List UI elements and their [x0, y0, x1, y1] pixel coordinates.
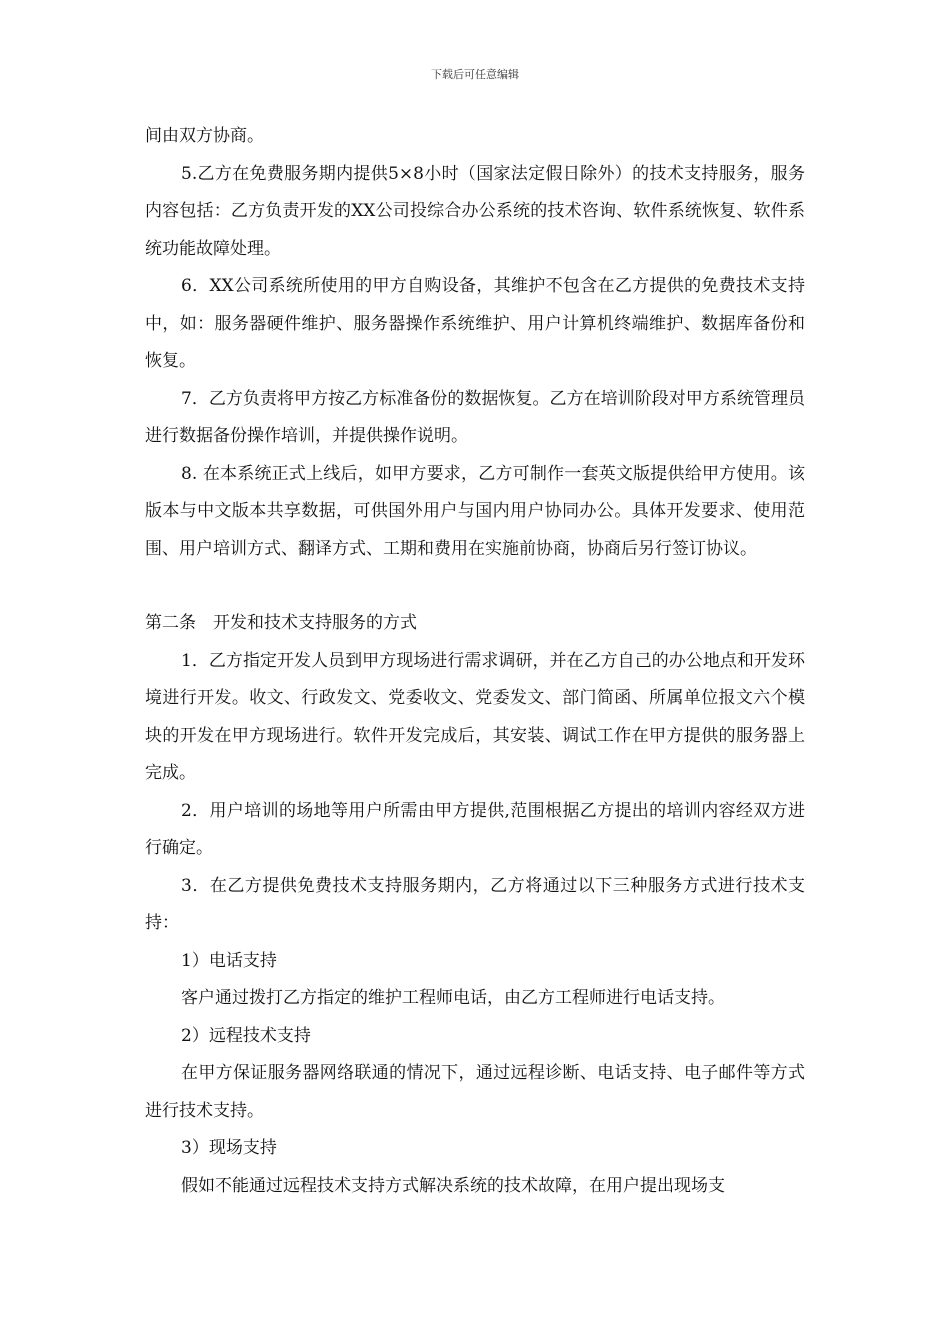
- paragraph: 8. 在本系统正式上线后，如甲方要求，乙方可制作一套英文版提供给甲方使用。该版本与中文版本共享数据，可供国外用户与国内用户协同办公。具体开发要求、使用范围、用户培训方式、翻译方式、工期和费用在实施前协商，协商后另行签订协议。: [145, 463, 805, 559]
- list-item: 2）远程技术支持: [181, 1025, 311, 1046]
- paragraph: 间由双方协商。: [145, 126, 264, 146]
- paragraph: 1．乙方指定开发人员到甲方现场进行需求调研，并在乙方自己的办公地点和开发环境进行开发。收文、行政发文、党委收文、党委发文、部门简函、所属单位报文六个模块的开发在甲方现场进行。软件开发完成后，其安装、调试工作在甲方提供的服务器上完成。: [145, 650, 805, 783]
- paragraph: 7．乙方负责将甲方按乙方标准备份的数据恢复。乙方在培训阶段对甲方系统管理员进行数据备份操作培训，并提供操作说明。: [145, 388, 805, 446]
- section-gap: [145, 568, 805, 605]
- paragraph: 客户通过拨打乙方指定的维护工程师电话，由乙方工程师进行电话支持。: [181, 988, 725, 1008]
- paragraph: 6．XX公司系统所使用的甲方自购设备，其维护不包含在乙方提供的免费技术支持中，如：服务器硬件维护、服务器操作系统维护、用户计算机终端维护、数据库备份和恢复。: [145, 276, 805, 371]
- paragraph: 假如不能通过远程技术支持方式解决系统的技术故障，在用户提出现场支: [181, 1175, 725, 1196]
- paragraph: 在甲方保证服务器网络联通的情况下，通过远程诊断、电话支持、电子邮件等方式进行技术支持。: [145, 1063, 805, 1121]
- list-item: 3）现场支持: [181, 1138, 277, 1158]
- page-header: 下载后可任意编辑: [431, 68, 519, 81]
- list-item: 1）电话支持: [181, 950, 277, 971]
- section-heading: 第二条 开发和技术支持服务的方式: [145, 613, 417, 633]
- document-body: [145, 118, 805, 1205]
- paragraph: 5.乙方在免费服务期内提供5×8小时（国家法定假日除外）的技术支持服务，服务内容包括：乙方负责开发的XX公司投综合办公系统的技术咨询、软件系统恢复、软件系统功能故障处理。: [145, 163, 805, 259]
- paragraph: 3．在乙方提供免费技术支持服务期内，乙方将通过以下三种服务方式进行技术支持：: [145, 875, 805, 933]
- paragraph: 2．用户培训的场地等用户所需由甲方提供,范围根据乙方提出的培训内容经双方进行确定。: [145, 800, 805, 858]
